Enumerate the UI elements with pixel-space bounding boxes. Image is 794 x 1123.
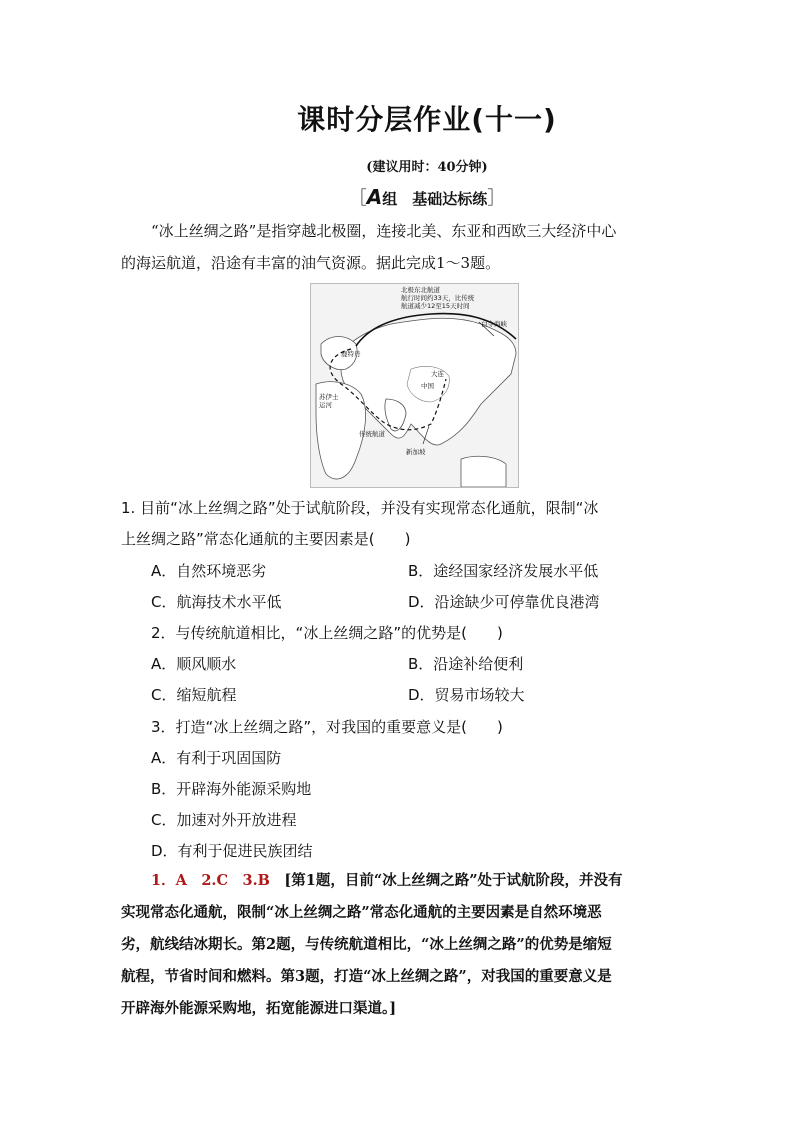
q2-option-c[interactable]: C．缩短航程 [151, 686, 237, 704]
q1-option-d[interactable]: D．沿途缺少可停靠优良港湾 [408, 593, 600, 611]
map-label-china: 中国 [421, 382, 434, 390]
group-label: 组 基础达标练 [382, 190, 488, 208]
left-bracket-icon: ［ [348, 188, 367, 209]
map-label-traditional: 传统航道 [359, 430, 385, 438]
route-map-svg [311, 284, 518, 487]
q3-option-a[interactable]: A．有利于巩固国防 [151, 749, 282, 767]
answer-line-3: 劣，航线结冰期长。第2题，与传统航道相比，“冰上丝绸之路”的优势是缩短 [121, 936, 612, 953]
answer-line-4: 航程，节省时间和燃料。第3题，打造“冰上丝绸之路”，对我国的重要意义是 [121, 968, 612, 985]
q3-option-d[interactable]: D．有利于促进民族团结 [151, 842, 313, 860]
q3-option-b[interactable]: B．开辟海外能源采购地 [151, 780, 312, 798]
intro-line-2: 的海运航道，沿途有丰富的油气资源。据此完成1～3题。 [121, 254, 501, 272]
map-label-bering: 白令海峡 [481, 320, 507, 328]
answer-line-2: 实现常态化通航，限制“冰上丝绸之路”常态化通航的主要因素是自然环境恶 [121, 904, 602, 921]
group-header [30, 184, 794, 210]
map-label-arctic-1: 北极东北航道 [401, 286, 440, 294]
q1-option-b[interactable]: B．途经国家经济发展水平低 [408, 562, 599, 580]
intro-line-1: “冰上丝绸之路”是指穿越北极圈，连接北美、东亚和西欧三大经济中心 [151, 222, 617, 240]
q2-option-d[interactable]: D．贸易市场较大 [408, 686, 525, 704]
answer-explanation [121, 865, 676, 1025]
q1-stem-line-1: 1. 目前“冰上丝绸之路”处于试航阶段，并没有实现常态化通航，限制“冰 [121, 499, 599, 517]
answer-line-1: 1．A 2.C 3.B [第1题，目前“冰上丝绸之路”处于试航阶段，并没有 [151, 872, 623, 889]
answer-line-5: 开辟海外能源采购地，拓宽能源进口渠道。] [121, 1000, 397, 1017]
q3-stem: 3．打造“冰上丝绸之路”，对我国的重要意义是( ) [151, 718, 503, 736]
right-bracket-icon: ］ [487, 188, 506, 209]
map-label-dalian: 大连 [431, 370, 444, 378]
page-title: 课时分层作业(十一) [297, 103, 557, 136]
q3-option-c[interactable]: C．加速对外开放进程 [151, 811, 297, 829]
map-label-arctic-2: 航行时间约33天，比传统 [401, 294, 475, 302]
map-label-arctic-3: 航道减少12至15天时间 [401, 302, 470, 310]
q1-stem-line-2: 上丝绸之路”常态化通航的主要因素是( ) [121, 530, 411, 548]
group-letter: A [366, 185, 383, 209]
australia-landmass [461, 456, 506, 487]
q1-option-a[interactable]: A．自然环境恶劣 [151, 562, 267, 580]
map-label-singapore: 新加坡 [406, 448, 426, 456]
q2-stem: 2．与传统航道相比，“冰上丝绸之路”的优势是( ) [151, 624, 503, 642]
intro-paragraph [121, 215, 676, 279]
q1-option-c[interactable]: C．航海技术水平低 [151, 593, 282, 611]
map-label-rotterdam: 鹿特丹 [341, 350, 361, 358]
map-label-suez-2: 运河 [319, 401, 332, 409]
map-label-suez-1: 苏伊士 [319, 393, 339, 401]
route-map [310, 283, 519, 488]
q2-option-a[interactable]: A．顺风顺水 [151, 655, 237, 673]
q2-option-b[interactable]: B．沿途补给便利 [408, 655, 524, 673]
answer-key: 1．A 2.C 3.B [151, 872, 270, 889]
time-note: (建议用时：40分钟) [366, 160, 488, 175]
